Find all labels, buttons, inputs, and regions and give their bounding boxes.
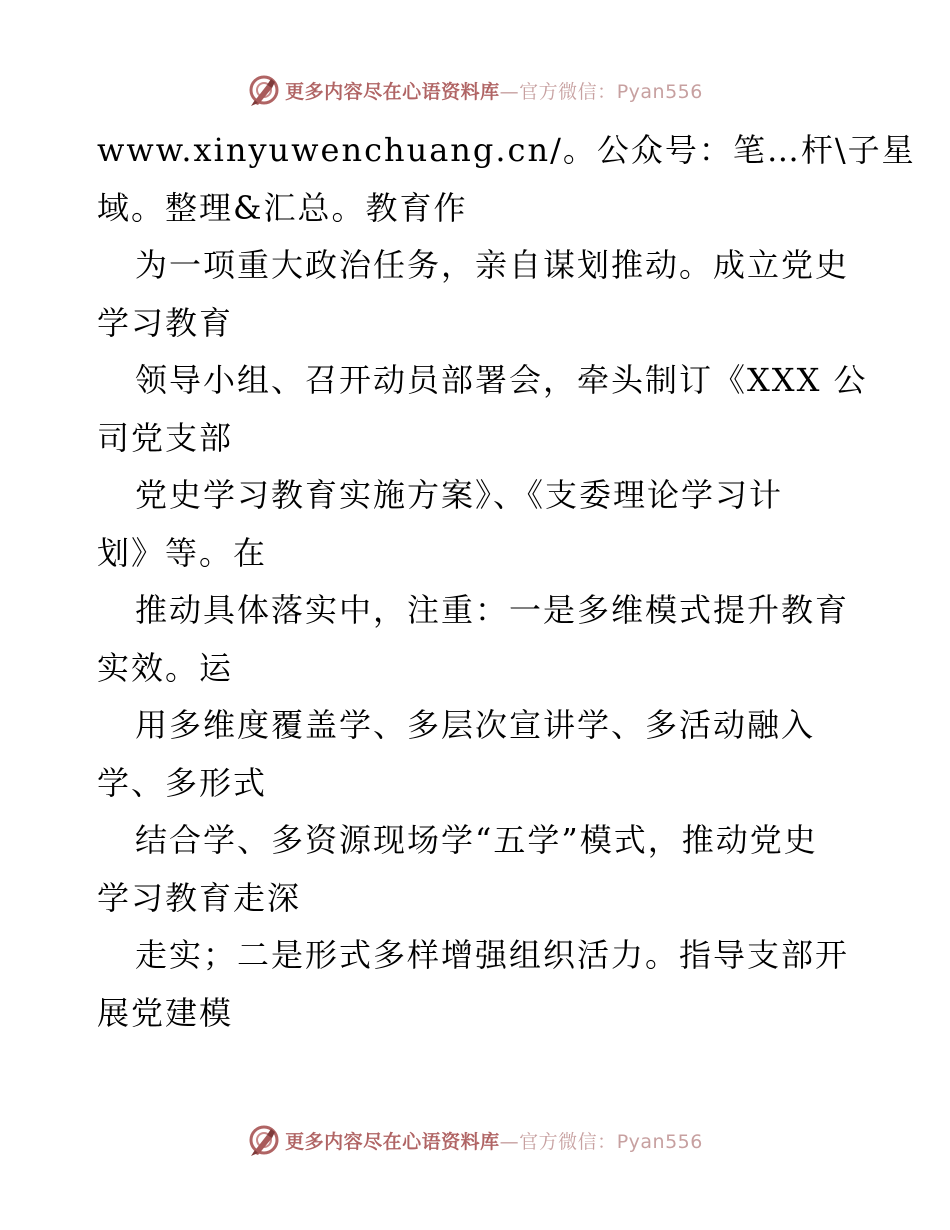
watermark-site-name: 更多内容尽在心语资料库	[285, 1130, 500, 1153]
text-line: 划》等。在	[97, 533, 268, 572]
watermark-site-name: 更多内容尽在心语资料库	[285, 80, 500, 103]
text-line: 党史学习教育实施方案》、《支委理论学习计	[135, 476, 784, 514]
text-line: 结合学、多资源现场学“五学”模式，推动党史	[135, 821, 818, 859]
footer-watermark-inner	[247, 1123, 703, 1157]
text-line: www.xinyuwenchuang.cn/。公众号：笔…杆\子星	[97, 131, 916, 169]
document-body	[97, 122, 916, 1042]
text-line: 实效。运	[97, 648, 234, 687]
header-watermark-inner	[247, 73, 703, 107]
watermark-dash: —	[499, 1130, 520, 1153]
watermark-wechat-label: 官方微信：	[519, 1130, 617, 1153]
pen-logo-icon	[247, 1123, 281, 1157]
header-watermark-text	[285, 77, 703, 104]
text-line: 领导小组、召开动员部署会，牵头制订《XXX 公	[135, 361, 868, 399]
watermark-wechat-id: Pyan556	[616, 80, 703, 103]
text-line: 域。整理&汇总。教育作	[97, 188, 468, 227]
watermark-wechat-label: 官方微信：	[519, 80, 617, 103]
pen-logo-icon	[247, 73, 281, 107]
text-line: 走实；二是形式多样增强组织活力。指导支部开	[135, 936, 850, 974]
text-line: 学、多形式	[97, 763, 268, 802]
text-line: 学习教育走深	[97, 878, 302, 917]
text-line: 司党支部	[97, 418, 234, 457]
footer-watermark	[0, 1120, 950, 1160]
text-line: 为一项重大政治任务，亲自谋划推动。成立党史	[135, 246, 850, 284]
watermark-dash: —	[499, 80, 520, 103]
text-line: 学习教育	[97, 303, 234, 342]
header-watermark	[0, 70, 950, 110]
text-line: 用多维度覆盖学、多层次宣讲学、多活动融入	[135, 706, 816, 744]
watermark-wechat-id: Pyan556	[616, 1130, 703, 1153]
text-line: 展党建模	[97, 993, 234, 1032]
footer-watermark-text	[285, 1127, 703, 1154]
text-line: 推动具体落实中，注重：一是多维模式提升教育	[135, 591, 850, 629]
